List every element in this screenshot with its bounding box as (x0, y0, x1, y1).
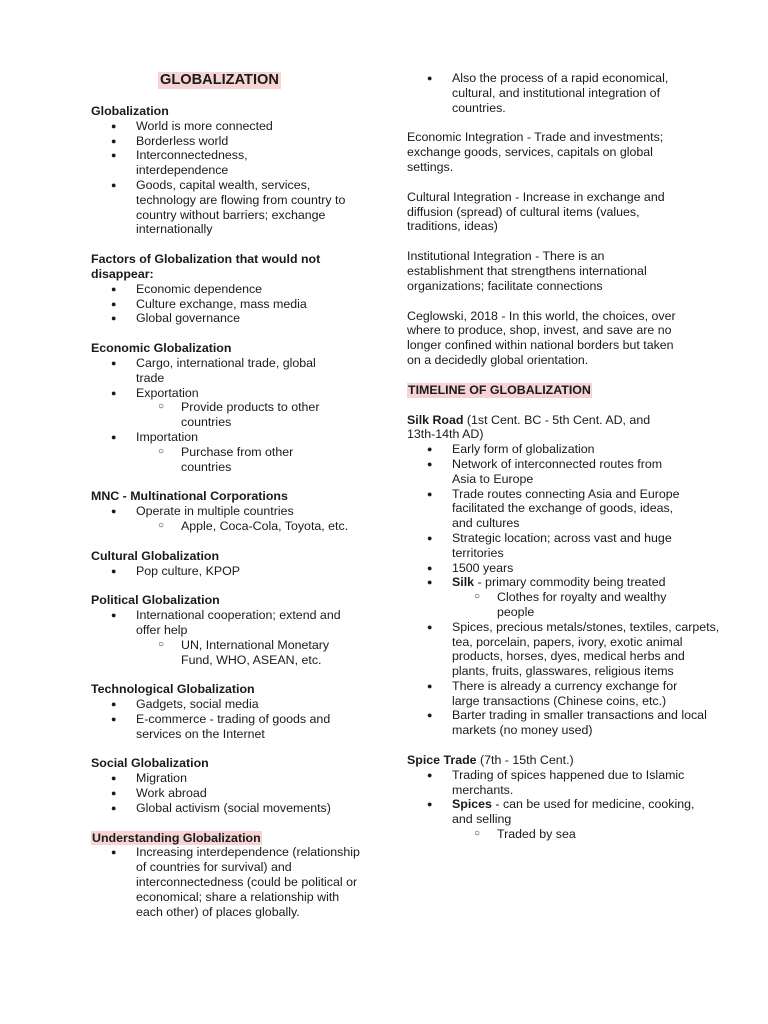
list-item: ● International cooperation; extend and offer help (91, 608, 346, 638)
list-subitem: ○ Clothes for royalty and wealthy people (407, 590, 667, 620)
list-subitem: ○ Apple, Coca-Cola, Toyota, etc. (91, 519, 353, 534)
list-item: ● Also the process of a rapid economical, cultural, and institutional integration of countries. (407, 71, 684, 115)
list-item: ● Goods, capital wealth, services, technology are flowing from country to country without barriers; exchange internationally (91, 178, 358, 237)
spice-trade-period: (7th - 15th Cent.) (476, 753, 574, 768)
list-item: ● Gadgets, social media (91, 697, 391, 712)
list-item (407, 575, 698, 590)
economic-list (91, 356, 391, 474)
globalization-list (91, 119, 391, 237)
list-item: ● Cargo, international trade, global trade (91, 356, 342, 386)
economic-integration-text: Economic Integration - Trade and investments; exchange goods, services, capitals on global settings. (407, 130, 664, 174)
spices-description: - can be used for medicine, cooking, and selling (452, 797, 695, 827)
list-subitem: ○ Provide products to other countries (91, 400, 343, 430)
list-item (407, 797, 702, 827)
intro-list (407, 71, 697, 115)
list-subitem: ○ UN, International Monetary Fund, WHO, ASEAN, etc. (91, 638, 363, 668)
list-item: ● Pop culture, KPOP (91, 564, 391, 579)
silk-description: - primary commodity being treated (474, 575, 666, 590)
heading-factors: Factors of Globalization that would not disappear: (91, 252, 321, 281)
list-item: ● Importation (91, 430, 391, 445)
list-subitem: ○ Traded by sea (407, 827, 697, 842)
list-item: ● Economic dependence (91, 282, 391, 297)
social-list (91, 771, 391, 815)
list-item: ● Exportation (91, 386, 391, 401)
heading-political-globalization: Political Globalization (91, 593, 220, 608)
list-item: ● 1500 years (407, 561, 697, 576)
document-title: GLOBALIZATION (160, 72, 279, 88)
right-column (407, 71, 720, 842)
list-subitem: ○ Purchase from other countries (91, 445, 321, 475)
heading-social-globalization: Social Globalization (91, 756, 209, 771)
list-item: ● Culture exchange, mass media (91, 297, 391, 312)
spice-trade-heading (407, 753, 697, 768)
heading-cultural-globalization: Cultural Globalization (91, 548, 220, 563)
technological-list (91, 697, 391, 741)
cultural-integration-text: Cultural Integration - Increase in exchange and diffusion (spread) of cultural items (values, traditions, ideas) (407, 189, 665, 234)
understanding-list (91, 845, 391, 919)
list-item: ● Spices, precious metals/stones, textiles, carpets, tea, porcelain, papers, ivory, exotic animal products, horses, dyes, medical herbs and plants, fruits, glasswares, religious items (407, 620, 724, 679)
list-item: ● Migration (91, 771, 391, 786)
list-item: ● Trading of spices happened due to Islamic merchants. (407, 768, 712, 798)
heading-economic-globalization: Economic Globalization (91, 341, 232, 356)
silk-road-list (407, 442, 720, 738)
silk-road-heading (407, 413, 665, 443)
list-item: ● Operate in multiple countries (91, 504, 391, 519)
heading-globalization: Globalization (91, 104, 169, 118)
heading-timeline: TIMELINE OF GLOBALIZATION (408, 382, 591, 397)
list-item: ● Early form of globalization (407, 442, 697, 457)
list-item: ● There is already a currency exchange for large transactions (Chinese coins, etc.) (407, 679, 688, 709)
political-list (91, 608, 391, 667)
list-item: ● Work abroad (91, 786, 391, 801)
spices-label: Spices (452, 797, 492, 812)
ceglowski-quote: Ceglowski, 2018 - In this world, the choices, over where to produce, shop, invest, and save are no longer confined within national borders but taken on a decidedly global orientation. (407, 308, 676, 367)
silk-road-period: (1st Cent. BC - 5th Cent. AD, and 13th-14th AD) (407, 412, 651, 442)
heading-technological-globalization: Technological Globalization (91, 682, 255, 697)
factors-list (91, 282, 391, 326)
list-item: ● Increasing interdependence (relationship of countries for survival) and interconnectedness (could be political or economical; share a relationship with each other) of places globally. (91, 845, 366, 919)
cultural-list (91, 564, 391, 579)
list-item: ● Global governance (91, 311, 391, 326)
heading-mnc: MNC - Multinational Corporations (91, 489, 288, 504)
institutional-integration-text: Institutional Integration - There is an establishment that strengthens international organizations; facilitate connections (407, 249, 647, 293)
list-item: ● Interconnectedness, interdependence (91, 148, 296, 178)
spice-trade-name: Spice Trade (407, 753, 477, 768)
list-item: ● Borderless world (91, 134, 391, 149)
list-item: ● Network of interconnected routes from Asia to Europe (407, 457, 688, 487)
list-item: ● Trade routes connecting Asia and Europe facilitated the exchange of goods, ideas, and cultures (407, 487, 692, 531)
list-item: ● Strategic location; across vast and huge territories (407, 531, 714, 561)
mnc-list (91, 504, 391, 534)
spice-trade-list (407, 768, 697, 842)
heading-understanding-globalization: Understanding Globalization (92, 830, 261, 845)
list-item: ● Global activism (social movements) (91, 801, 391, 816)
list-item: ● World is more connected (91, 119, 391, 134)
list-item: ● E-commerce - trading of goods and services on the Internet (91, 712, 360, 742)
list-item: ● Barter trading in smaller transactions and local markets (no money used) (407, 708, 728, 738)
silk-road-name: Silk Road (407, 412, 464, 427)
left-column (91, 104, 391, 919)
silk-label: Silk (452, 575, 475, 590)
